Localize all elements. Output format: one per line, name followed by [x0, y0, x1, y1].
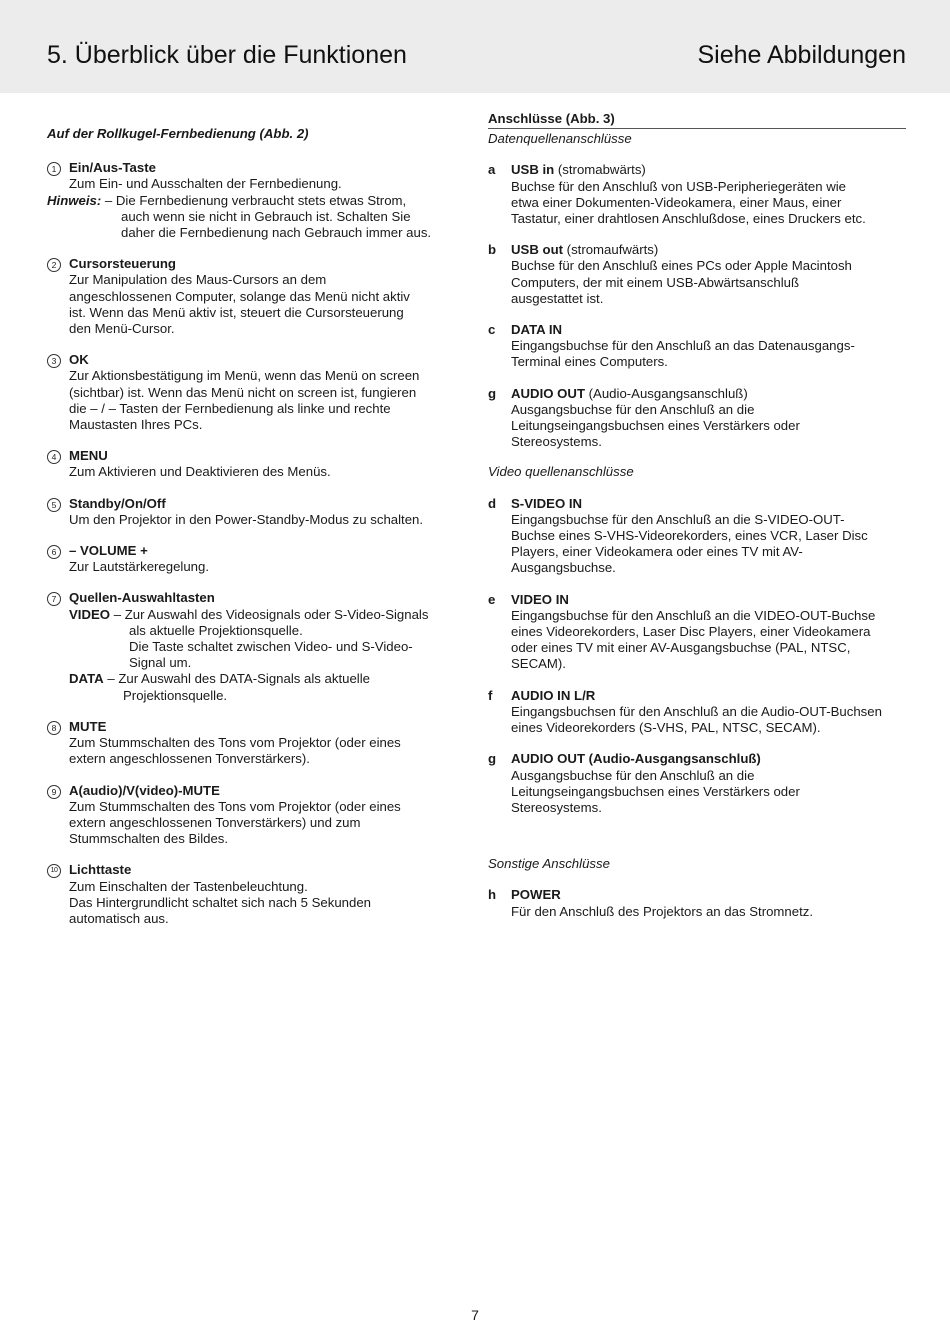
remote-item-7: [47, 590, 467, 703]
item-note: [47, 193, 467, 209]
item-text: Zur Lautstärkeregelung.: [69, 559, 210, 575]
connector-text: Eingangsbuchsen für den Anschluß an die Audio-OUT-Buchsen: [511, 703, 882, 719]
remote-item-2: [47, 256, 467, 337]
item-text: den Menü-Cursor.: [69, 321, 175, 337]
connector-text: Tastatur, einer drahtlosen Anschlußdose, eines Druckers etc.: [511, 211, 866, 227]
connector-text: oder eines TV mit einer AV-Ausgangsbuchse (PAL, NTSC,: [511, 640, 851, 656]
remote-item-9: [47, 783, 467, 848]
connections-section-title: Anschlüsse (Abb. 3): [488, 111, 906, 129]
item-text: Signal um.: [129, 655, 192, 671]
connector-c: [488, 322, 908, 371]
connector-letter: h: [488, 887, 497, 903]
remote-item-4: [47, 448, 467, 480]
connector-text: Eingangsbuchse für den Anschluß an das Datenausgangs-: [511, 338, 855, 354]
item-title: MUTE: [69, 718, 107, 734]
item-number: 10: [47, 864, 61, 878]
note-text: daher die Fernbedienung nach Gebrauch immer aus.: [121, 225, 432, 241]
connector-text: Players, einer Videokamera oder eines TV mit AV-: [511, 544, 803, 560]
connector-b: [488, 242, 908, 307]
item-text: Zum Aktivieren und Deaktivieren des Menüs.: [69, 464, 331, 480]
item-text: Das Hintergrundlicht schaltet sich nach 5 Sekunden: [69, 894, 372, 910]
connector-title: DATA IN: [511, 322, 563, 338]
item-text: – Zur Auswahl des DATA-Signals als aktuelle: [107, 671, 370, 687]
connector-h: [488, 887, 908, 919]
video-label: VIDEO: [69, 606, 111, 622]
connector-letter: d: [488, 495, 497, 511]
item-number: 5: [47, 498, 61, 512]
data-line: [69, 671, 467, 687]
connector-g-video: [488, 751, 908, 816]
connector-text: Eingangsbuchse für den Anschluß an die S-VIDEO-OUT-: [511, 511, 845, 527]
item-text: angeschlossenen Computer, solange das Menü nicht aktiv: [69, 288, 410, 304]
item-title: Lichttaste: [69, 862, 132, 878]
connector-title: USB in: [511, 162, 555, 178]
page-number: 7: [471, 1307, 479, 1323]
connector-g-data: [488, 386, 908, 451]
connector-title: VIDEO IN: [511, 591, 569, 607]
connector-text: SECAM).: [511, 656, 566, 672]
connector-f: [488, 688, 908, 737]
remote-item-3: [47, 352, 467, 433]
connector-text: Ausgangsbuchse für den Anschluß an die: [511, 767, 755, 783]
item-text: Maustasten Ihres PCs.: [69, 417, 203, 433]
video-line: [69, 607, 467, 623]
item-title: Ein/Aus-Taste: [69, 160, 156, 176]
remote-section-title: Auf der Rollkugel-Fernbedienung (Abb. 2): [47, 126, 309, 141]
item-text: (sichtbar) ist. Wenn das Menü nicht on screen ist, fungieren: [69, 384, 417, 400]
connector-suffix: (stromaufwärts): [563, 242, 659, 258]
connector-text: eines Videorekorders, Laser Disc Players, einer Videokamera: [511, 624, 871, 640]
page-header: [0, 0, 950, 93]
right-column: [488, 111, 908, 920]
item-text: als aktuelle Projektionsquelle.: [129, 622, 303, 638]
connector-letter: e: [488, 591, 496, 607]
item-text: Zur Manipulation des Maus-Cursors an dem: [69, 272, 327, 288]
remote-item-1: [47, 160, 467, 241]
left-column: [47, 126, 467, 927]
connector-suffix: (stromabwärts): [554, 162, 646, 178]
connector-title: USB out: [511, 242, 564, 258]
item-text: Um den Projektor in den Power-Standby-Modus zu schalten.: [69, 511, 424, 527]
video-sources-heading: Video quellenanschlüsse: [488, 464, 634, 480]
item-number: 1: [47, 162, 61, 176]
connector-text: Computers, der mit einem USB-Abwärtsanschluß: [511, 274, 800, 290]
connector-text: Ausgangsbuchse.: [511, 560, 616, 576]
connector-text: Ausgangsbuchse für den Anschluß an die: [511, 401, 755, 417]
remote-item-8: [47, 719, 467, 768]
connector-letter: c: [488, 322, 496, 338]
item-text: extern angeschlossenen Tonverstärkers).: [69, 751, 310, 767]
connector-text: Terminal eines Computers.: [511, 354, 668, 370]
connector-text: Leitungseingangsbuchsen eines Verstärkers oder: [511, 783, 800, 799]
data-label: DATA: [69, 671, 104, 687]
other-connections-heading: Sonstige Anschlüsse: [488, 856, 610, 872]
connector-title: AUDIO OUT (Audio-Ausgangsanschluß): [511, 751, 761, 767]
page-title: 5. Überblick über die Funktionen: [47, 41, 407, 69]
connector-title: AUDIO OUT: [511, 385, 585, 401]
remote-item-10: [47, 862, 467, 927]
connector-text: Eingangsbuchse für den Anschluß an die VIDEO-OUT-Buchse: [511, 607, 876, 623]
note-label: Hinweis:: [47, 192, 102, 208]
connector-suffix: (Audio-Ausgangsanschluß): [585, 385, 748, 401]
page-title-right: Siehe Abbildungen: [697, 41, 906, 69]
connector-text: Buchse für den Anschluß von USB-Peripheriegeräten wie: [511, 178, 846, 194]
item-number: 2: [47, 258, 61, 272]
item-text: – Zur Auswahl des Videosignals oder S-Video-Signals: [113, 606, 429, 622]
item-text: Zum Stummschalten des Tons vom Projektor (oder eines: [69, 735, 401, 751]
connector-text: Buchse für den Anschluß eines PCs oder Apple Macintosh: [511, 258, 852, 274]
connector-letter: f: [488, 687, 493, 703]
item-title: Cursorsteuerung: [69, 256, 176, 272]
remote-item-6: [47, 543, 467, 575]
note-text: – Die Fernbedienung verbraucht stets etwas Strom,: [104, 192, 407, 208]
item-number: 8: [47, 721, 61, 735]
item-title: Quellen-Auswahltasten: [69, 590, 215, 606]
item-number: 7: [47, 592, 61, 606]
item-title: – VOLUME +: [69, 543, 148, 559]
item-number: 9: [47, 785, 61, 799]
connector-a: [488, 162, 908, 227]
item-number: 3: [47, 354, 61, 368]
item-text: extern angeschlossenen Tonverstärkers) und zum: [69, 814, 361, 830]
connector-text: Für den Anschluß des Projektors an das Stromnetz.: [511, 903, 813, 919]
item-text: Zum Ein- und Ausschalten der Fernbedienung.: [69, 176, 342, 192]
item-text: ist. Wenn das Menü aktiv ist, steuert die Cursorsteuerung: [69, 304, 404, 320]
item-text: Zur Aktionsbestätigung im Menü, wenn das Menü on screen: [69, 368, 420, 384]
item-text: Projektionsquelle.: [123, 687, 228, 703]
remote-item-5: [47, 496, 467, 528]
item-title: Standby/On/Off: [69, 495, 166, 511]
item-number: 4: [47, 450, 61, 464]
connector-letter: b: [488, 242, 497, 258]
connector-e: [488, 592, 908, 673]
connector-text: Stereosystems.: [511, 434, 602, 450]
connector-text: Leitungseingangsbuchsen eines Verstärkers oder: [511, 418, 800, 434]
connector-text: etwa einer Dokumenten-Videokamera, einer Maus, einer: [511, 194, 842, 210]
item-title: MENU: [69, 448, 108, 464]
connector-letter: a: [488, 162, 496, 178]
item-title: A(audio)/V(video)-MUTE: [69, 782, 220, 798]
connector-text: ausgestattet ist.: [511, 290, 604, 306]
item-text: Zum Einschalten der Tastenbeleuchtung.: [69, 878, 308, 894]
connector-text: Stereosystems.: [511, 799, 602, 815]
data-sources-heading: Datenquellenanschlüsse: [488, 131, 632, 147]
connector-text: Buchse eines S-VHS-Videorekorders, eines VCR, Laser Disc: [511, 528, 868, 544]
connector-letter: g: [488, 751, 497, 767]
connector-title: AUDIO IN L/R: [511, 687, 596, 703]
item-title: OK: [69, 352, 89, 368]
connector-title: POWER: [511, 887, 561, 903]
connector-letter: g: [488, 385, 497, 401]
item-text: Zum Stummschalten des Tons vom Projektor (oder eines: [69, 798, 401, 814]
connector-d: [488, 496, 908, 577]
item-text: automatisch aus.: [69, 910, 169, 926]
item-number: 6: [47, 545, 61, 559]
connector-text: eines Videorekorders (S-VHS, PAL, NTSC, SECAM).: [511, 720, 821, 736]
item-text: Stummschalten des Bildes.: [69, 831, 229, 847]
item-text: Die Taste schaltet zwischen Video- und S-Video-: [129, 639, 413, 655]
note-text: auch wenn sie nicht in Gebrauch ist. Schalten Sie: [121, 208, 411, 224]
item-text: die – / – Tasten der Fernbedienung als linke und rechte: [69, 400, 391, 416]
connector-title: S-VIDEO IN: [511, 495, 583, 511]
